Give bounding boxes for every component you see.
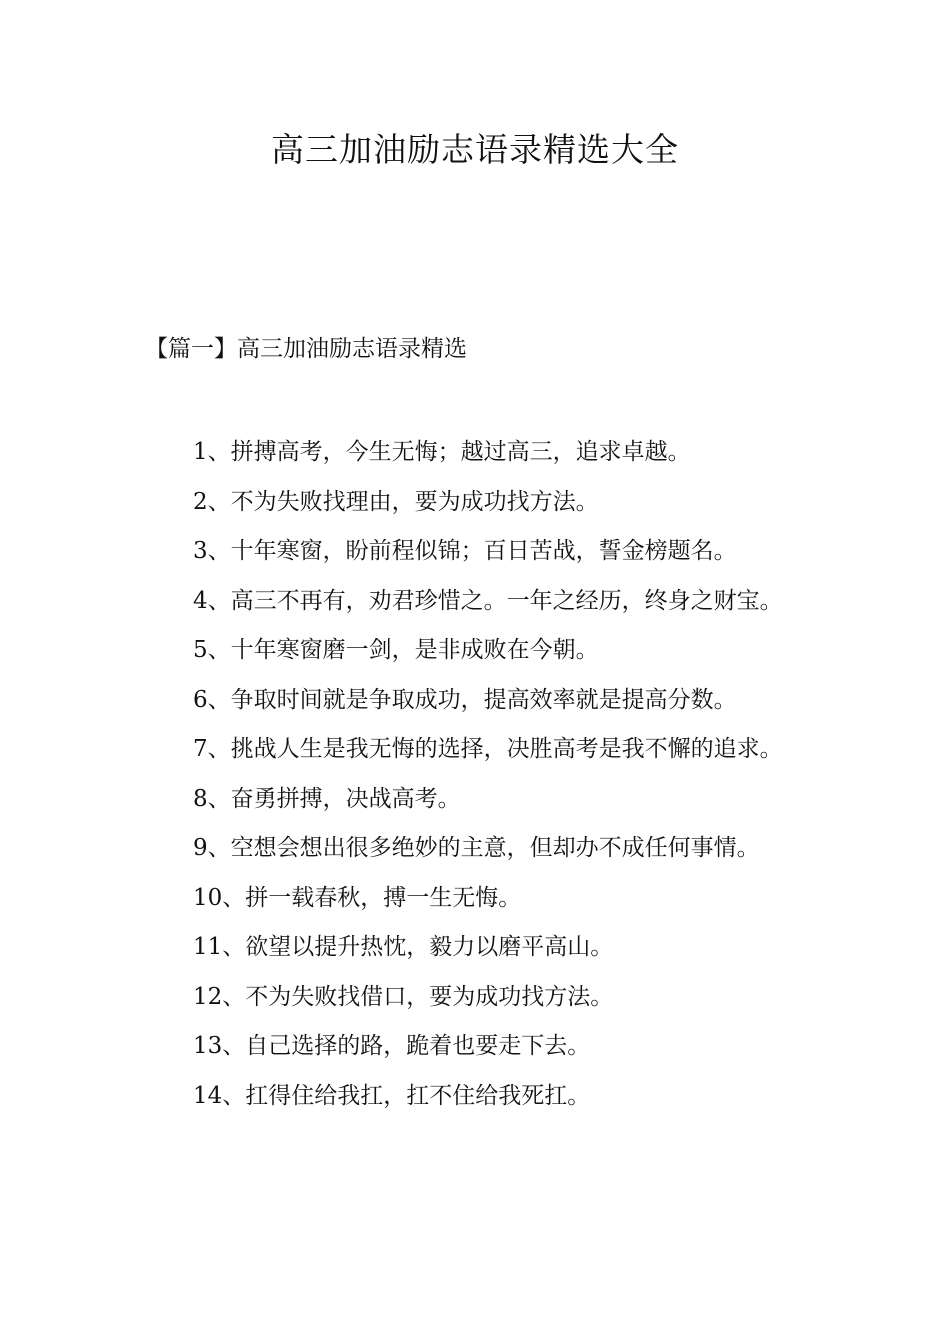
quote-item: 2、不为失败找理由，要为成功找方法。 xyxy=(193,488,599,515)
quote-list xyxy=(145,428,810,1121)
quote-item: 5、十年寒窗磨一剑，是非成败在今朝。 xyxy=(193,637,599,663)
quote-item: 4、高三不再有，劝君珍惜之。一年之经历，终身之财宝。 xyxy=(193,587,783,614)
section-heading: 【篇一】高三加油励志语录精选 xyxy=(145,336,467,362)
document-title: 高三加油励志语录精选大全 xyxy=(271,130,679,169)
quote-item: 6、争取时间就是争取成功，提高效率就是提高分数。 xyxy=(193,686,737,713)
quote-item: 9、空想会想出很多绝妙的主意，但却办不成任何事情。 xyxy=(193,835,760,861)
quote-item: 12、不为失败找借口，要为成功找方法。 xyxy=(193,983,614,1010)
quote-item: 7、挑战人生是我无悔的选择，决胜高考是我不懈的追求。 xyxy=(193,736,783,762)
quote-item: 1、拼搏高考，今生无悔；越过高三，追求卓越。 xyxy=(193,439,691,465)
quote-item: 3、十年寒窗，盼前程似锦；百日苦战，誓金榜题名。 xyxy=(193,538,737,564)
quote-item: 13、自己选择的路，跪着也要走下去。 xyxy=(193,1033,591,1059)
quote-item: 10、拼一载春秋，搏一生无悔。 xyxy=(193,884,522,911)
quote-item: 8、奋勇拼搏，决战高考。 xyxy=(193,785,461,812)
quote-item: 14、扛得住给我扛，扛不住给我死扛。 xyxy=(193,1082,591,1109)
quote-item: 11、欲望以提升热忱，毅力以磨平高山。 xyxy=(193,934,614,960)
